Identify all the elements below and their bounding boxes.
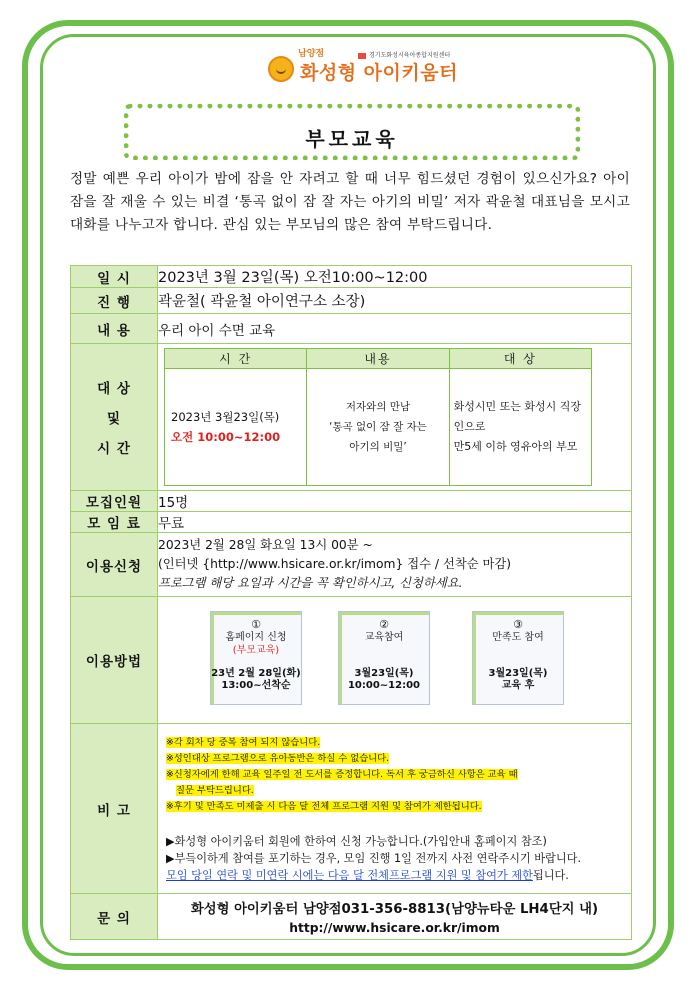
value-inquiry	[158, 894, 632, 940]
schedule-time	[165, 369, 307, 486]
row-fee	[71, 512, 632, 533]
step-2-number: ②	[379, 618, 389, 631]
bullet-1: ▶화성형 아이키움터 회원에 한하여 신청 가능합니다.(가입안내 홈페이지 참조)	[166, 835, 547, 848]
note-3b: 질문 부탁드립니다.	[176, 785, 254, 796]
label-content: 내 용	[71, 314, 158, 344]
label-method: 이용방법	[71, 597, 158, 724]
value-content: 우리 아이 수면 교육	[158, 314, 632, 344]
schedule-content-line: 아기의 비밀’	[349, 441, 407, 453]
schedule-date: 2023년 3월23일(목)	[171, 410, 280, 424]
page-title: 부모교육	[305, 127, 399, 151]
step-3-date: 3월23일(목)	[488, 668, 548, 679]
note-2: ※성인대상 프로그램으로 유아동반은 하실 수 없습니다.	[166, 753, 390, 764]
row-host	[71, 288, 632, 314]
step-3-title: 만족도 참여	[492, 632, 544, 643]
value-datetime: 2023년 3월 23일(목) 오전10:00~12:00	[158, 266, 632, 288]
note-4: ※후기 및 만족도 미제출 시 다음 달 전체 프로그램 지원 및 참여가 제한됩니다.	[166, 801, 482, 812]
label-capacity: 모집인원	[71, 491, 158, 512]
row-target	[71, 344, 632, 491]
logo-name: 화성형 아이키움터	[300, 62, 458, 84]
schedule-content-line: ‘통곡 없이 잠 잘 자는	[329, 421, 427, 433]
bullet-2: ▶부득이하게 참여를 포기하는 경우, 모임 진행 1일 전까지 사전 연락주시기 바랍니다.	[166, 852, 582, 865]
step-1-subtitle: (부모교육)	[232, 645, 280, 656]
schedule-content-line: 저자와의 만남	[345, 401, 411, 413]
logo-mascot-icon	[268, 56, 294, 82]
label-inquiry: 문 의	[71, 894, 158, 940]
row-inquiry	[71, 894, 632, 940]
label-target	[71, 344, 158, 491]
bullet-3-link[interactable]: 모임 당일 연락 및 미연락 시에는 다음 달 전체프로그램 지원 및 참여가 제한	[166, 869, 533, 882]
label-host: 진 행	[71, 288, 158, 314]
bullet-3-tail: 됩니다.	[532, 869, 569, 882]
step-2-date: 3월23일(목)	[354, 668, 414, 679]
schedule-header-content: 내용	[307, 349, 449, 369]
logo	[268, 46, 468, 94]
step-2	[338, 611, 430, 705]
note-1: ※각 회차 당 중복 참여 되지 않습니다.	[166, 737, 321, 748]
step-1-time: 13:00~선착순	[221, 680, 291, 691]
row-method	[71, 597, 632, 724]
step-3-number: ③	[513, 618, 523, 631]
schedule-content	[307, 369, 449, 486]
contact-line: 화성형 아이키움터 남양점031-356-8813(남양뉴타운 LH4단지 내)	[190, 901, 599, 917]
value-notes	[158, 724, 632, 894]
schedule-header-time: 시 간	[165, 349, 307, 369]
label-datetime: 일 시	[71, 266, 158, 288]
step-3	[472, 611, 564, 705]
schedule-hours: 오전 10:00~12:00	[171, 430, 281, 444]
notes	[158, 729, 631, 888]
contact	[158, 897, 631, 937]
value-capacity: 15명	[158, 491, 632, 512]
label-notes: 비 고	[71, 724, 158, 894]
step-3-time: 교육 후	[501, 680, 535, 691]
steps	[158, 597, 631, 723]
value-method	[158, 597, 632, 724]
label-target-2: 및	[106, 411, 122, 427]
apply-line-3: 프로그램 해당 요일과 시간을 꼭 확인하시고, 신청하세요.	[158, 576, 463, 590]
contact-url[interactable]: http://www.hsicare.or.kr/imom	[289, 920, 500, 935]
info-table	[70, 265, 632, 940]
value-apply	[158, 533, 632, 597]
intro-text: 정말 예쁜 우리 아이가 밤에 잠을 안 자려고 할 때 너무 힘드셨던 경험이 있으신가요? 아이 잠을 잘 재울 수 있는 비결 ‘통곡 없이 잠 잘 자는 아기의 비밀’ 저자 곽윤철 대표님을 모시고 대화를 나누고자 합니다. 관심 있는 부모님의 많은 참여 부탁드립니다.	[70, 171, 630, 233]
schedule-audience-line: 만5세 이하 영유아의 부모	[453, 440, 578, 453]
schedule-table	[164, 348, 592, 486]
row-apply	[71, 533, 632, 597]
row-capacity	[71, 491, 632, 512]
row-content	[71, 314, 632, 344]
step-1-number: ①	[251, 618, 261, 631]
label-target-1: 대 상	[97, 381, 131, 397]
note-3a: ※신청자에게 한해 교육 일주일 전 도서를 증정합니다. 독서 후 궁금하신 사항은 교육 때	[166, 769, 518, 780]
logo-branch: 남양점	[298, 49, 325, 59]
value-host: 곽윤철( 곽윤철 아이연구소 소장)	[158, 288, 632, 314]
step-1-when	[211, 668, 301, 692]
label-fee: 모 임 료	[71, 512, 158, 533]
step-2-title: 교육참여	[364, 632, 404, 643]
step-3-when	[473, 668, 563, 692]
schedule-audience-line: 화성시민 또는 화성시 직장인으로	[453, 400, 582, 433]
step-1	[210, 611, 302, 705]
logo-tag: 경기도화성시육아종합지원센터	[358, 50, 450, 59]
step-2-time: 10:00~12:00	[347, 680, 421, 691]
apply-line-1: 2023년 2월 28일 화요일 13시 00분 ~	[158, 538, 373, 552]
bullet-3	[166, 867, 631, 884]
schedule-audience	[449, 369, 591, 486]
apply-line-2: (인터넷 {http://www.hsicare.or.kr/imom} 접수 / 선착순 마감)	[158, 557, 512, 571]
value-fee: 무료	[158, 512, 632, 533]
step-2-when	[339, 668, 429, 692]
title-box	[124, 104, 580, 160]
label-target-3: 시 간	[97, 441, 131, 457]
label-apply: 이용신청	[71, 533, 158, 597]
row-notes	[71, 724, 632, 894]
row-datetime	[71, 266, 632, 288]
value-target	[158, 344, 632, 491]
step-1-date: 23년 2월 28일(화)	[211, 668, 301, 679]
step-1-title: 홈페이지 신청	[225, 632, 287, 643]
schedule-header-audience: 대 상	[449, 349, 591, 369]
